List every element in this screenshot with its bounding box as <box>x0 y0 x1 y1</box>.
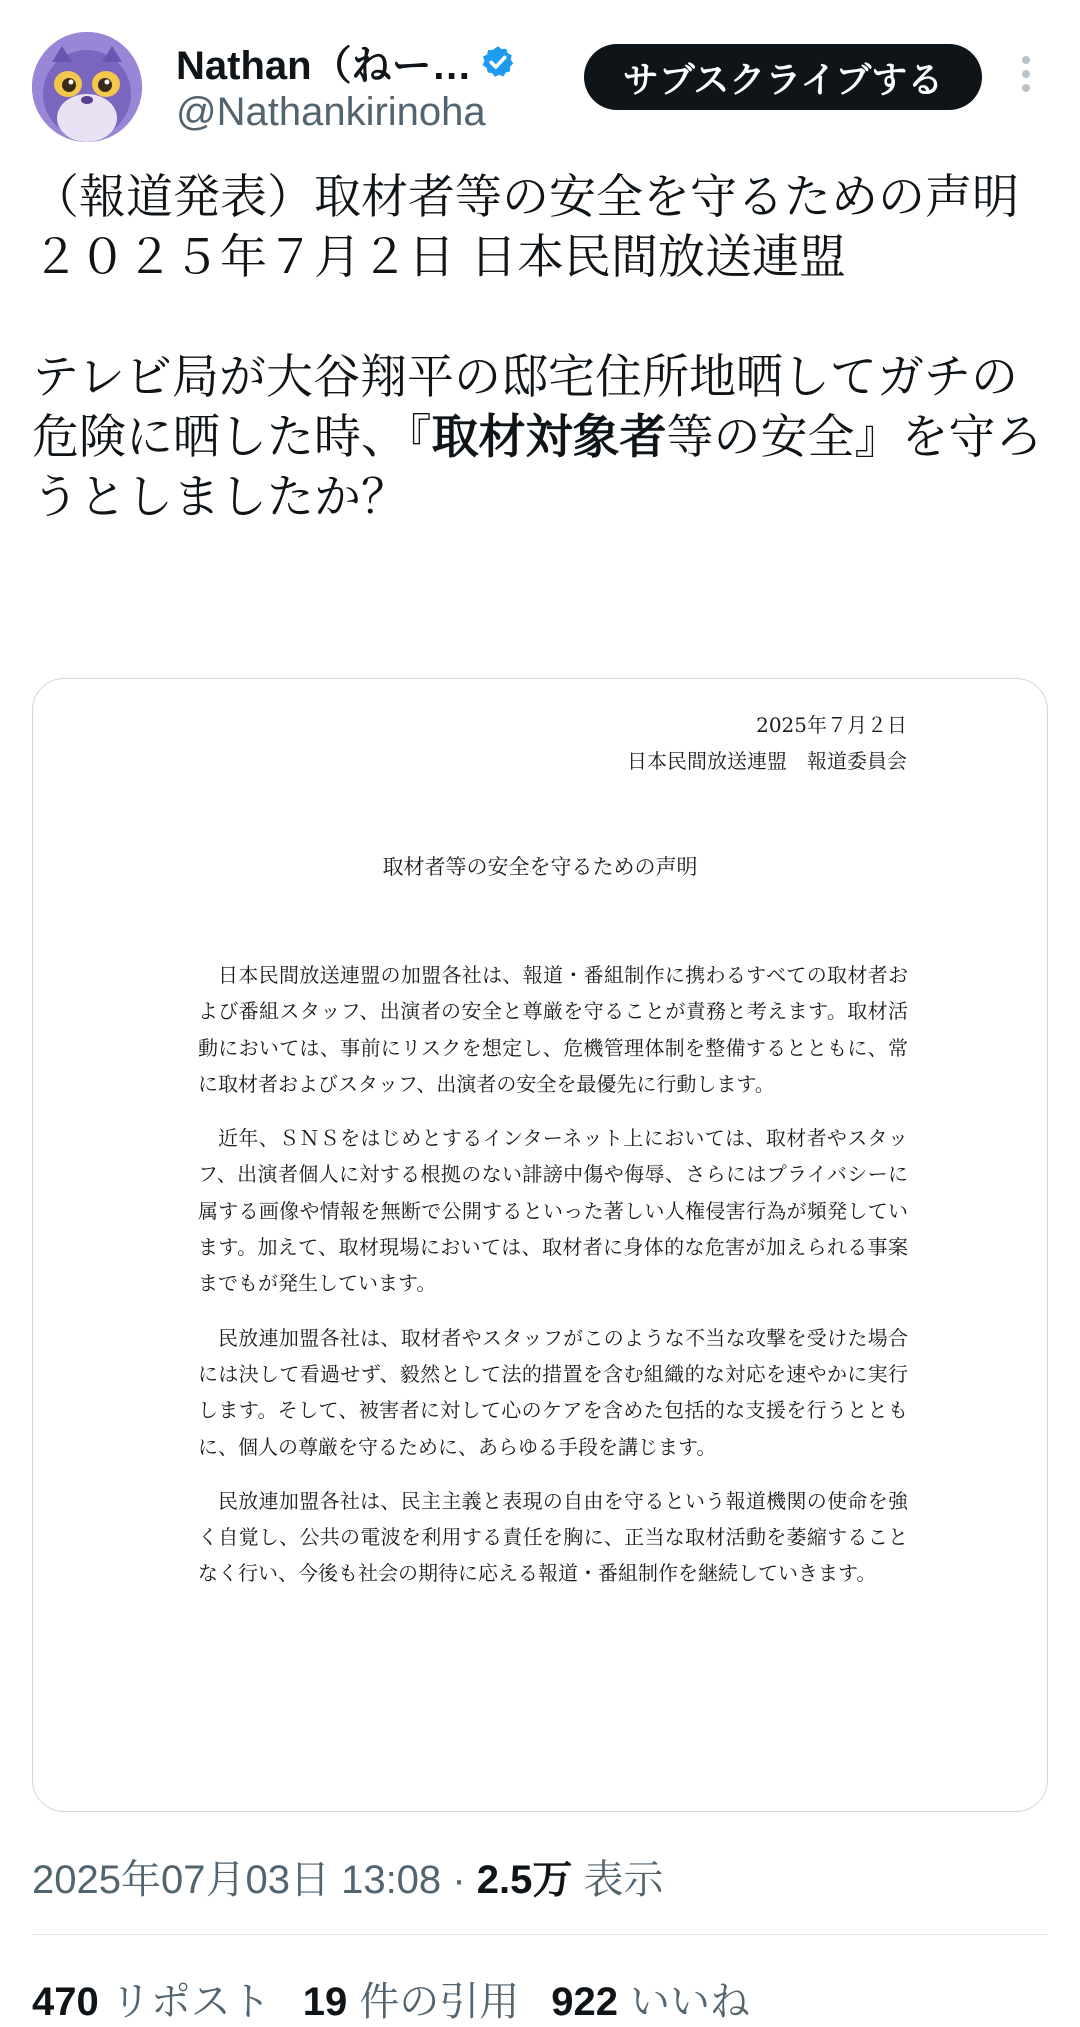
document-paragraph: 近年、ＳＮＳをはじめとするインターネット上においては、取材者やスタッフ、出演者個人に対する根拠のない誹謗中傷や侮辱、さらにはプライバシーに属する画像や情報を無断で公開するといった著しい人権侵害行為が頻発しています。加えて、取材現場においては、取材者に身体的な危害が加えられる事案までもが発生しています。 <box>198 1126 908 1296</box>
divider <box>32 1934 1048 1935</box>
tweet-header <box>0 0 1080 150</box>
more-options-icon[interactable] <box>1012 56 1040 100</box>
avatar[interactable] <box>32 32 142 142</box>
likes-stat[interactable] <box>551 1970 750 2027</box>
document-title: 取材者等の安全を守るための声明 <box>382 855 698 879</box>
document-paragraph: 日本民間放送連盟の加盟各社は、報道・番組制作に携わるすべての取材者および番組スタッフ、出演者の安全と尊厳を守ることが責務と考えます。取材活動においては、事前にリスクを想定し、危機管理体制を整備するとともに、常に取材者およびスタッフ、出演者の安全を最優先に行動します。 <box>198 963 908 1096</box>
statement-document <box>33 679 1047 1811</box>
document-body <box>198 957 908 1610</box>
display-name[interactable]: Nathan（ねー… <box>176 43 472 88</box>
author-names <box>176 36 516 135</box>
reposts-stat[interactable] <box>32 1970 271 2027</box>
document-date: 2025年７月２日 <box>756 713 907 737</box>
likes-count: 922 <box>551 1980 618 2024</box>
avatar-image <box>32 32 142 142</box>
document-org: 日本民間放送連盟 報道委員会 <box>627 749 907 773</box>
document-paragraph: 民放連加盟各社は、取材者やスタッフがこのような不当な攻撃を受けた場合には決して看過せず、毅然として法的措置を含む組織的な対応を速やかに実行します。そして、被害者に対して心のケアを含めた包括的な支援を行うとともに、個人の尊厳を守るために、あらゆる手段を講じます。 <box>198 1325 908 1459</box>
reposts-count: 470 <box>32 1980 99 2024</box>
tweet-bold-text: 取材対象者 <box>431 410 667 465</box>
author-handle[interactable]: @Nathankirinoha <box>176 90 486 134</box>
tweet-line: （報道発表）取材者等の安全を守るための声明 <box>32 170 1019 225</box>
tweet-text <box>32 168 1052 528</box>
timestamp[interactable]: 2025年07月03日 13:08 <box>32 1858 442 1902</box>
tweet-line: ２０２５年７月２日 日本民間放送連盟 <box>32 230 846 285</box>
tweet-image[interactable] <box>32 678 1048 1812</box>
verified-badge-icon <box>480 44 516 80</box>
quotes-stat[interactable] <box>303 1970 520 2027</box>
tweet-text-segment: 等の安全』を守ろうとしましたか？ <box>32 410 1043 525</box>
views-label: 表示 <box>583 1858 664 1902</box>
subscribe-button[interactable]: サブスクライブする <box>584 44 982 110</box>
likes-label: いいね <box>630 1980 750 2024</box>
tweet-line <box>32 348 1052 528</box>
tweet-text-segment: テレビ局が大谷翔平の邸宅住所地晒してガチの危険に晒した時、『 <box>32 350 1019 465</box>
views-count: 2.5万 <box>476 1858 573 1902</box>
quotes-count: 19 <box>302 1980 348 2024</box>
reposts-label: リポスト <box>110 1980 271 2024</box>
engagement-stats <box>32 1970 750 2027</box>
tweet-meta <box>32 1848 664 1905</box>
document-paragraph: 民放連加盟各社は、民主主義と表現の自由を守るという報道機関の使命を強く自覚し、公共の電波を利用する責任を胸に、正当な取材活動を萎縮することなく行い、今後も社会の期待に応える報道・番組制作を継続していきます。 <box>198 1488 908 1586</box>
quotes-label: 件の引用 <box>359 1980 520 2024</box>
meta-separator: · <box>452 1858 466 1902</box>
